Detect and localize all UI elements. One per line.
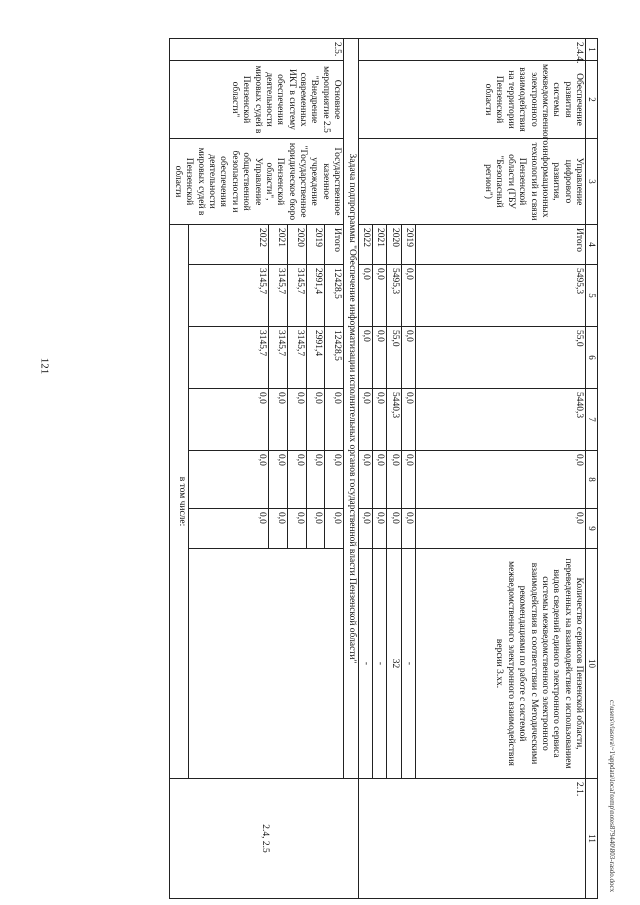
year-cell: 2019 — [401, 225, 415, 265]
value-cell: 0,0 — [387, 451, 401, 509]
value-cell: 55,0 — [387, 327, 401, 389]
value-cell: 0,0 — [401, 265, 415, 327]
col-3: 3 — [586, 139, 598, 225]
value-cell: 0,0 — [189, 509, 269, 549]
col-4: 4 — [586, 225, 598, 265]
value-cell: 3145,7 — [269, 265, 288, 327]
col-6: 6 — [586, 327, 598, 389]
value-cell: 0,0 — [373, 389, 387, 451]
link-cell: 2.1. — [358, 779, 586, 899]
col-11: 11 — [586, 779, 598, 899]
footer-path: c:\users\vlasova\~1\appdata\local\temp\notes879440\803-rasdo.docx — [608, 700, 616, 893]
year-cell: 2021 — [373, 225, 387, 265]
value-cell: 0,0 — [306, 451, 325, 509]
col-10: 10 — [586, 549, 598, 779]
indicator-value: 32 — [387, 549, 401, 779]
executor: Управление цифрового развития, информационных технологий и связи Пензенской области (ГБУ "Безопасный регион") — [358, 139, 586, 225]
value-cell: 3145,7 — [287, 265, 306, 327]
year-cell: Итого — [325, 225, 344, 265]
value-cell: 0,0 — [269, 451, 288, 509]
value-cell: 0,0 — [325, 451, 344, 509]
value-cell: 5495,3 — [416, 265, 586, 327]
year-cell: 2020 — [387, 225, 401, 265]
value-cell: 3145,7 — [269, 327, 288, 389]
value-cell: 12428,5 — [325, 327, 344, 389]
col-7: 7 — [586, 389, 598, 451]
value-cell: 3145,7 — [287, 327, 306, 389]
indicator-text: Количество сервисов Пензенской области, переведенных на взаимодействие с использованием видов сведений единого электронного сервиса системы межведомственного электронного взаимодействия в соответствии с Методическими рекомендациями по работе с системой межведомственного электронного взаимодействия версии 3.хх. — [416, 549, 586, 779]
table-row — [416, 39, 586, 899]
value-cell: 0,0 — [269, 389, 288, 451]
value-cell: 0,0 — [358, 509, 372, 549]
value-cell: 3145,7 — [189, 265, 269, 327]
incl-label: в том числе: — [170, 225, 189, 779]
col-2: 2 — [586, 61, 598, 139]
value-cell: 0,0 — [287, 389, 306, 451]
indicator-value: - — [401, 549, 415, 779]
value-cell: 0,0 — [416, 509, 586, 549]
indicator-value: - — [358, 549, 372, 779]
value-cell: 0,0 — [358, 451, 372, 509]
activity-name: Основное мероприятие 2.5 "Внедрение современных ИКТ в систему обеспечения деятельности мировых судей в Пензенской области" — [170, 61, 344, 139]
value-cell: 0,0 — [189, 451, 269, 509]
value-cell: 0,0 — [373, 265, 387, 327]
year-cell: 2022 — [358, 225, 372, 265]
program-table — [169, 38, 598, 899]
value-cell: 0,0 — [287, 451, 306, 509]
indicator-value: - — [373, 549, 387, 779]
value-cell: 0,0 — [387, 509, 401, 549]
page-number: 121 — [38, 357, 51, 375]
year-cell: Итого — [416, 225, 586, 265]
col-5: 5 — [586, 265, 598, 327]
rotated-sheet — [88, 38, 598, 898]
task-link: 2.4, 2.5 — [170, 779, 358, 899]
col-8: 8 — [586, 451, 598, 509]
col-1: 1 — [586, 39, 598, 61]
value-cell: 2991,4 — [306, 265, 325, 327]
value-cell: 0,0 — [401, 509, 415, 549]
year-cell: 2021 — [269, 225, 288, 265]
value-cell: 0,0 — [189, 389, 269, 451]
value-cell: 0,0 — [373, 327, 387, 389]
value-cell: 0,0 — [287, 509, 306, 549]
value-cell: 0,0 — [269, 509, 288, 549]
value-cell: 2991,4 — [306, 327, 325, 389]
executor: Государственное казенное учреждение "Государственное юридическое бюро Пензенской области", Управление общественной безопасности и обеспечения деятельности мировых судей в Пензенской области — [170, 139, 344, 225]
value-cell: 0,0 — [401, 451, 415, 509]
year-cell: 2019 — [306, 225, 325, 265]
value-cell: 0,0 — [358, 327, 372, 389]
row-number: 2.4.4. — [358, 39, 586, 61]
value-cell: 0,0 — [401, 389, 415, 451]
value-cell: 0,0 — [373, 509, 387, 549]
task-row — [344, 39, 358, 899]
col-9: 9 — [586, 509, 598, 549]
year-cell: 2020 — [287, 225, 306, 265]
year-cell: 2022 — [189, 225, 269, 265]
column-number-row — [586, 39, 598, 899]
value-cell: 0,0 — [416, 451, 586, 509]
table-row — [325, 39, 344, 899]
value-cell: 0,0 — [325, 509, 344, 549]
value-cell: 0,0 — [306, 389, 325, 451]
task-text: Задача подпрограммы "Обеспечение информатизации исполнительных органов государственной власти Пензенской области" — [344, 39, 358, 779]
value-cell: 5495,3 — [387, 265, 401, 327]
empty-cell — [189, 549, 344, 779]
value-cell: 3145,7 — [189, 327, 269, 389]
value-cell: 5440,3 — [387, 389, 401, 451]
activity-name: Обеспечение развития системы межведомственного электронного взаимодействия на территории Пензенской области — [358, 61, 586, 139]
value-cell: 0,0 — [325, 389, 344, 451]
value-cell: 0,0 — [358, 265, 372, 327]
value-cell: 5440,3 — [416, 389, 586, 451]
value-cell: 55,0 — [416, 327, 586, 389]
row-number: 2.5. — [170, 39, 344, 61]
value-cell: 12428,5 — [325, 265, 344, 327]
value-cell: 0,0 — [358, 389, 372, 451]
value-cell: 0,0 — [373, 451, 387, 509]
value-cell: 0,0 — [306, 509, 325, 549]
value-cell: 0,0 — [401, 327, 415, 389]
